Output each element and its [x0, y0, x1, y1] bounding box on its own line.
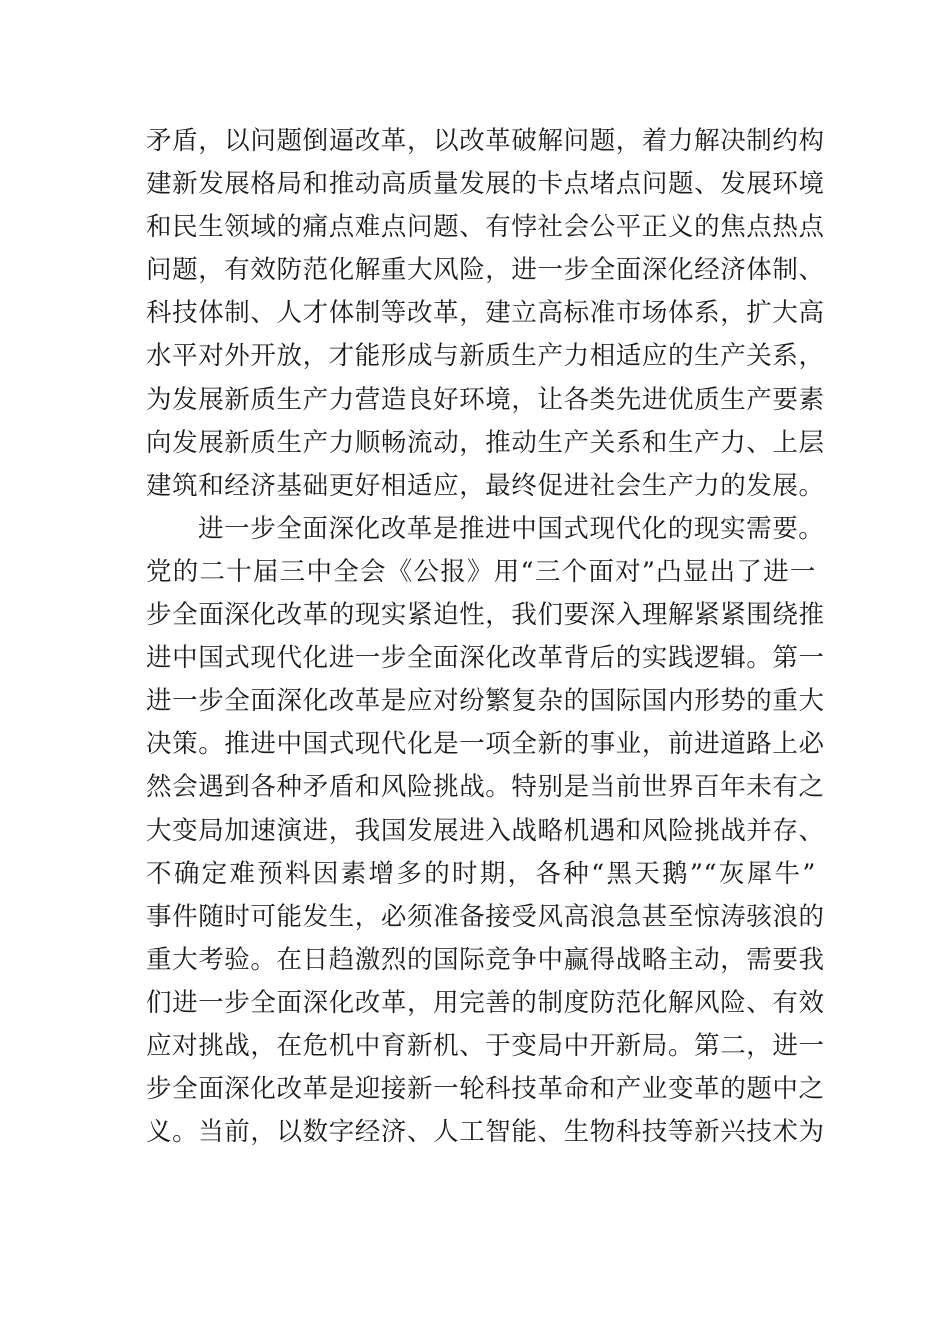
text-line: 党的二十届三中全会《公报》用“三个面对”凸显出了进一 [146, 556, 816, 587]
text-line: 义。当前，以数字经济、人工智能、生物科技等新兴技术为 [146, 1117, 825, 1148]
text-line: 们进一步全面深化改革，用完善的制度防范化解风险、有效 [146, 987, 825, 1018]
text-line: 为发展新质生产力营造良好环境，让各类先进优质生产要素 [146, 384, 825, 415]
text-line: 矛盾，以问题倒逼改革，以改革破解问题，着力解决制约构 [146, 126, 825, 156]
text-line: 事件随时可能发生，必须准备接受风高浪急甚至惊涛骇浪的 [146, 901, 825, 932]
text-line: 建筑和经济基础更好相适应，最终促进社会生产力的发展。 [146, 470, 825, 501]
text-line: 然会遇到各种矛盾和风险挑战。特别是当前世界百年未有之 [146, 772, 825, 803]
text-line: 步全面深化改革是迎接新一轮科技革命和产业变革的题中之 [146, 1074, 825, 1105]
text-line: 进中国式现代化进一步全面深化改革背后的实践逻辑。第一 [146, 643, 825, 674]
text-line: 科技体制、人才体制等改革，建立高标准市场体系，扩大高 [146, 298, 825, 329]
text-line: 大变局加速演进，我国发展进入战略机遇和风险挑战并存、 [146, 815, 825, 846]
text-line: 向发展新质生产力顺畅流动，推动生产关系和生产力、上层 [146, 427, 825, 458]
text-line: 重大考验。在日趋激烈的国际竞争中赢得战略主动，需要我 [146, 944, 825, 975]
paragraph-1 [146, 120, 825, 508]
text-line-indented: 进一步全面深化改革是推进中国式现代化的现实需要。 [198, 513, 825, 544]
paragraph-2 [146, 508, 825, 1154]
document-body [146, 120, 825, 1154]
text-line: 问题，有效防范化解重大风险，进一步全面深化经济体制、 [146, 255, 825, 286]
text-line: 决策。推进中国式现代化是一项全新的事业，前进道路上必 [146, 729, 825, 760]
text-line: 和民生领域的痛点难点问题、有悖社会公平正义的焦点热点 [146, 212, 825, 243]
text-line: 步全面深化改革的现实紧迫性，我们要深入理解紧紧围绕推 [146, 600, 825, 631]
text-line: 水平对外开放，才能形成与新质生产力相适应的生产关系， [146, 341, 825, 372]
text-line: 建新发展格局和推动高质量发展的卡点堵点问题、发展环境 [146, 169, 825, 200]
text-line: 进一步全面深化改革是应对纷繁复杂的国际国内形势的重大 [146, 686, 825, 717]
text-line: 应对挑战，在危机中育新机、于变局中开新局。第二，进一 [146, 1030, 825, 1061]
text-line: 不确定难预料因素增多的时期，各种“黑天鹅”“灰犀牛” [146, 858, 816, 889]
